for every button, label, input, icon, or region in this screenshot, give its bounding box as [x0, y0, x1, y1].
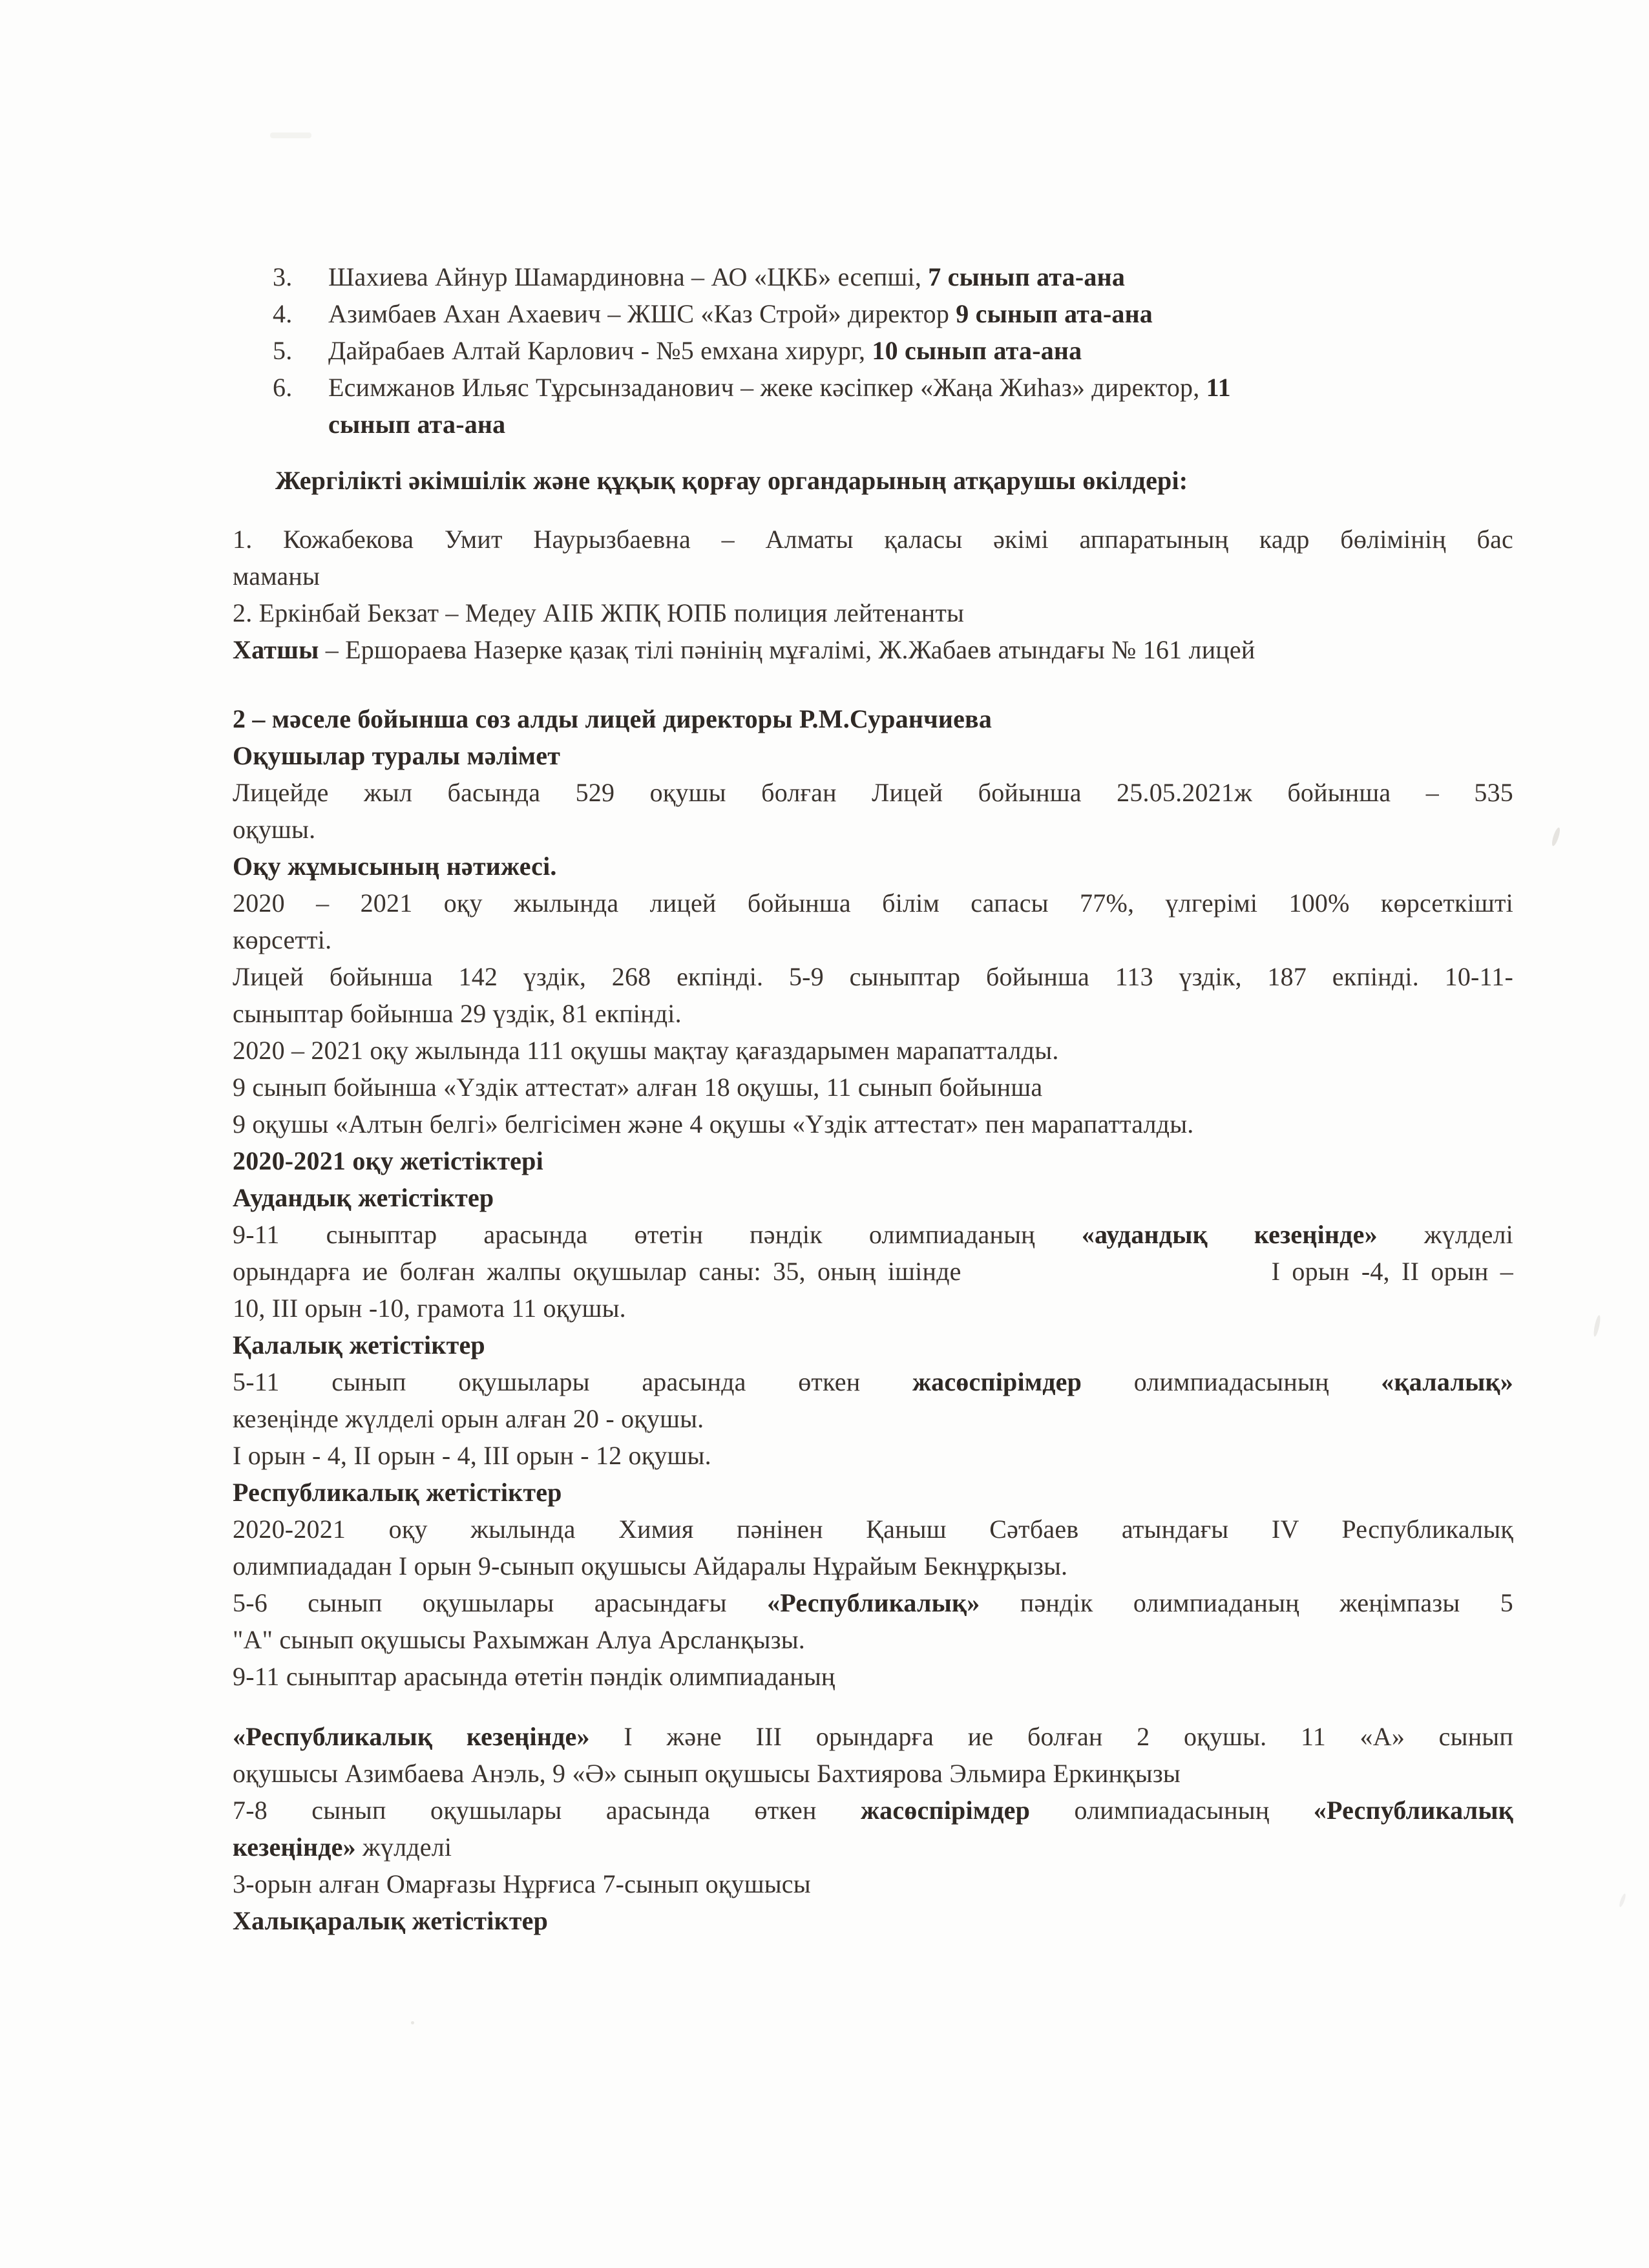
list-number: 6. — [273, 373, 293, 402]
excellent-students — [233, 958, 1513, 1032]
text-line — [233, 1865, 1513, 1902]
text-span: Лицей бойынша 142 үздік, 268 екпінді. 5-9 сыныптар бойынша 113 үздік, 187 екпінді. 10-11- — [233, 962, 1513, 991]
text-span: Лицейде жыл басында 529 оқушы болған Лицей бойынша 25.05.2021ж бойынша – 535 — [233, 778, 1513, 807]
republic-7-8 — [233, 1792, 1513, 1865]
praise-letters — [233, 1032, 1513, 1069]
republic-9-11 — [233, 1718, 1513, 1792]
text-span: – Ершораева Назерке қазақ тілі пәнінің мұғалімі, Ж.Жабаев атындағы № 161 лицей — [319, 635, 1255, 664]
text-span: орындарға ие болған жалпы оқушылар саны: 35, оның ішінде — [233, 1257, 961, 1286]
bold-text: 11 — [1206, 373, 1231, 402]
list-item-5 — [233, 332, 1513, 369]
document-body — [233, 258, 1513, 1939]
republic-5-6 — [233, 1584, 1513, 1658]
text-line — [233, 848, 1513, 885]
text-span: оқушы. — [233, 815, 316, 844]
text-span: І орын -4, ІІ орын – — [1271, 1257, 1514, 1286]
text-line — [233, 521, 1513, 558]
republic-7-8-place — [233, 1865, 1513, 1902]
bold-text: «аудандық кезеңінде» — [1081, 1220, 1378, 1249]
text-span: 3-орын алған Омарғазы Нұрғиса 7-сынып оқушысы — [233, 1869, 811, 1898]
bold-text: Хатшы — [233, 635, 319, 664]
scan-artifact — [1593, 1315, 1602, 1338]
text-span: көрсетті. — [233, 925, 332, 954]
text-span: 1. Кожабекова Умит Наурызбаевна – Алматы қаласы әкімі аппаратының кадр бөлімінің бас — [233, 525, 1513, 554]
text-span: Есимжанов Ильяс Тұрсынзаданович – жеке кәсіпкер «Жаңа Жиһаз» директор, — [328, 373, 1206, 402]
text-line — [233, 1069, 1513, 1106]
text-line — [233, 594, 1513, 631]
text-span: Шахиева Айнур Шамардиновна – АО «ЦКБ» есепші, — [328, 262, 929, 291]
text-span: олимпиададан І орын 9-сынып оқушысы Айдаралы Нұрайым Бекнұрқызы. — [233, 1551, 1068, 1580]
bold-text: «Республикалық — [1313, 1796, 1514, 1825]
text-line — [328, 332, 1513, 369]
official-2 — [233, 594, 1513, 631]
text-line — [233, 1327, 1513, 1363]
text-span: І орын - 4, ІІ орын - 4, ІІІ орын - 12 оқушы. — [233, 1441, 711, 1470]
bold-text: «Республикалық» — [767, 1588, 980, 1617]
official-1 — [233, 521, 1513, 594]
bold-text: «қалалық» — [1381, 1367, 1514, 1396]
heading-issue-2 — [233, 700, 1513, 737]
text-span: маманы — [233, 562, 320, 591]
republic-9-11-intro — [233, 1658, 1513, 1695]
text-span: 5-11 сынып оқушылары арасында өткен — [233, 1367, 912, 1396]
city-results — [233, 1363, 1513, 1437]
text-span: Азимбаев Ахан Ахаевич – ЖШС «Каз Строй» директор — [328, 299, 956, 328]
republic-chemistry — [233, 1511, 1513, 1584]
text-line — [233, 1106, 1513, 1142]
text-line — [233, 811, 1513, 848]
text-line — [233, 1437, 1513, 1474]
bold-text: 2020-2021 оқу жетістіктері — [233, 1146, 543, 1175]
text-line — [233, 1792, 1513, 1829]
bold-text: Халықаралық жетістіктер — [233, 1906, 549, 1935]
text-line — [328, 258, 1513, 295]
bold-text: сынып ата-ана — [328, 410, 506, 439]
bold-text: Аудандық жетістіктер — [233, 1183, 494, 1212]
district-results — [233, 1216, 1513, 1327]
heading-republic — [233, 1474, 1513, 1511]
text-span: кезеңінде жүлделі орын алған 20 - оқушы. — [233, 1404, 704, 1433]
text-span: 2020 – 2021 оқу жылында 111 оқушы мақтау қағаздарымен марапатталды. — [233, 1036, 1059, 1065]
text-span: 9-11 сыныптар арасында өтетін пәндік олимпиаданың — [233, 1220, 1082, 1249]
text-line — [233, 1363, 1513, 1400]
list-item-6 — [233, 369, 1513, 443]
text-span: 5-6 сынып оқушылары арасындағы — [233, 1588, 768, 1617]
text-line — [328, 406, 1513, 443]
text-line — [233, 958, 1513, 995]
bold-text: 2 – мәселе бойынша сөз алды лицей директоры Р.М.Суранчиева — [233, 704, 993, 733]
text-line — [233, 995, 1513, 1032]
text-span: 2. Еркінбай Бекзат – Медеу АІІБ ЖПҚ ЮПБ полиция лейтенанты — [233, 598, 965, 627]
bold-text: Республикалық жетістіктер — [233, 1478, 562, 1507]
secretary — [233, 631, 1513, 668]
text-line — [233, 1621, 1513, 1658]
heading-city — [233, 1327, 1513, 1363]
text-span: "А" сынып оқушысы Рахымжан Алуа Арсланқызы. — [233, 1625, 806, 1654]
text-line — [233, 1718, 1513, 1755]
text-span: 9 сынып бойынша «Үздік аттестат» алған 18 оқушы, 11 сынып бойынша — [233, 1073, 1043, 1102]
scan-artifact — [411, 2021, 414, 2024]
text-line — [328, 369, 1513, 406]
text-line — [233, 1658, 1513, 1695]
text-line — [233, 1032, 1513, 1069]
text-line — [233, 1400, 1513, 1437]
text-span: 9-11 сыныптар арасында өтетін пәндік олимпиаданың — [233, 1662, 835, 1691]
students-count — [233, 774, 1513, 848]
text-line — [233, 1584, 1513, 1621]
heading-international — [233, 1902, 1513, 1939]
text-span: І және ІІІ орындарға ие болған 2 оқушы. 11 «А» сынып — [589, 1722, 1513, 1751]
text-span: 9 оқушы «Алтын белгі» белгісімен және 4 оқушы «Үздік аттестат» пен марапатталды. — [233, 1109, 1194, 1139]
text-line — [233, 1511, 1513, 1548]
text-line — [233, 1829, 1513, 1865]
text-span: жүлделі — [355, 1832, 452, 1862]
list-number: 5. — [273, 336, 293, 365]
bold-text: 10 сынып ата-ана — [872, 336, 1082, 365]
bold-text: Оқу жұмысының нәтижесі. — [233, 852, 557, 881]
tab-gap — [961, 1279, 1272, 1280]
text-span: оқушысы Азимбаева Анэль, 9 «Ә» сынып оқушысы Бахтиярова Эльмира Еркинқызы — [233, 1759, 1181, 1788]
text-span: 10, ІІІ орын -10, грамота 11 оқушы. — [233, 1294, 626, 1323]
text-span: жүлделі — [1377, 1220, 1513, 1249]
text-line — [233, 558, 1513, 594]
heading-officials — [233, 462, 1513, 499]
text-line — [233, 1290, 1513, 1327]
bold-text: 9 сынып ата-ана — [956, 299, 1153, 328]
text-line — [233, 1142, 1513, 1179]
text-span: пәндік олимпиаданың жеңімпазы 5 — [980, 1588, 1513, 1617]
heading-achievements — [233, 1142, 1513, 1179]
heading-students-info — [233, 737, 1513, 774]
bold-text: кезеңінде» — [233, 1832, 356, 1862]
text-span: 7-8 сынып оқушылары арасында өткен — [233, 1796, 861, 1825]
text-line — [233, 774, 1513, 811]
list-item-4 — [233, 295, 1513, 332]
bold-text: 7 сынып ата-ана — [928, 262, 1126, 291]
bold-text: Жергілікті әкімшілік және құқық қорғау органдарының атқарушы өкілдері: — [275, 466, 1188, 495]
text-line — [328, 295, 1513, 332]
attestat-9-11 — [233, 1069, 1513, 1106]
text-line — [233, 1253, 1513, 1290]
list-number: 4. — [273, 299, 293, 328]
text-line — [233, 1216, 1513, 1253]
altyn-belgi — [233, 1106, 1513, 1142]
scan-artifact — [1551, 826, 1562, 846]
text-line — [233, 462, 1513, 499]
text-span: сыныптар бойынша 29 үздік, 81 екпінді. — [233, 999, 682, 1028]
text-line — [233, 1179, 1513, 1216]
text-line — [233, 1474, 1513, 1511]
bold-text: жасөспірімдер — [860, 1796, 1031, 1825]
text-line — [233, 921, 1513, 958]
quality-indicators — [233, 885, 1513, 958]
bold-text: Қалалық жетістіктер — [233, 1330, 485, 1360]
bold-text: Оқушылар туралы мәлімет — [233, 741, 561, 770]
text-span: олимпиадасының — [1030, 1796, 1314, 1825]
text-span: 2020-2021 оқу жылында Химия пәнінен Қаныш Сәтбаев атындағы IV Республикалық — [233, 1515, 1513, 1544]
text-line — [233, 885, 1513, 921]
heading-study-results — [233, 848, 1513, 885]
list-number: 3. — [273, 262, 293, 291]
scan-artifact — [270, 132, 311, 138]
bold-text: «Республикалық кезеңінде» — [233, 1722, 590, 1751]
list-item-3 — [233, 258, 1513, 295]
heading-district — [233, 1179, 1513, 1216]
text-span: 2020 – 2021 оқу жылында лицей бойынша білім сапасы 77%, үлгерімі 100% көрсеткішті — [233, 888, 1513, 918]
text-span: Дайрабаев Алтай Карлович - №5 емхана хирург, — [328, 336, 872, 365]
text-line — [233, 1902, 1513, 1939]
text-line — [233, 737, 1513, 774]
text-line — [233, 1548, 1513, 1584]
text-span: олимпиадасының — [1082, 1367, 1381, 1396]
scan-artifact — [1618, 1893, 1626, 1908]
text-line — [233, 1755, 1513, 1792]
city-places — [233, 1437, 1513, 1474]
bold-text: жасөспірімдер — [912, 1367, 1082, 1396]
text-line — [233, 700, 1513, 737]
text-line — [233, 631, 1513, 668]
